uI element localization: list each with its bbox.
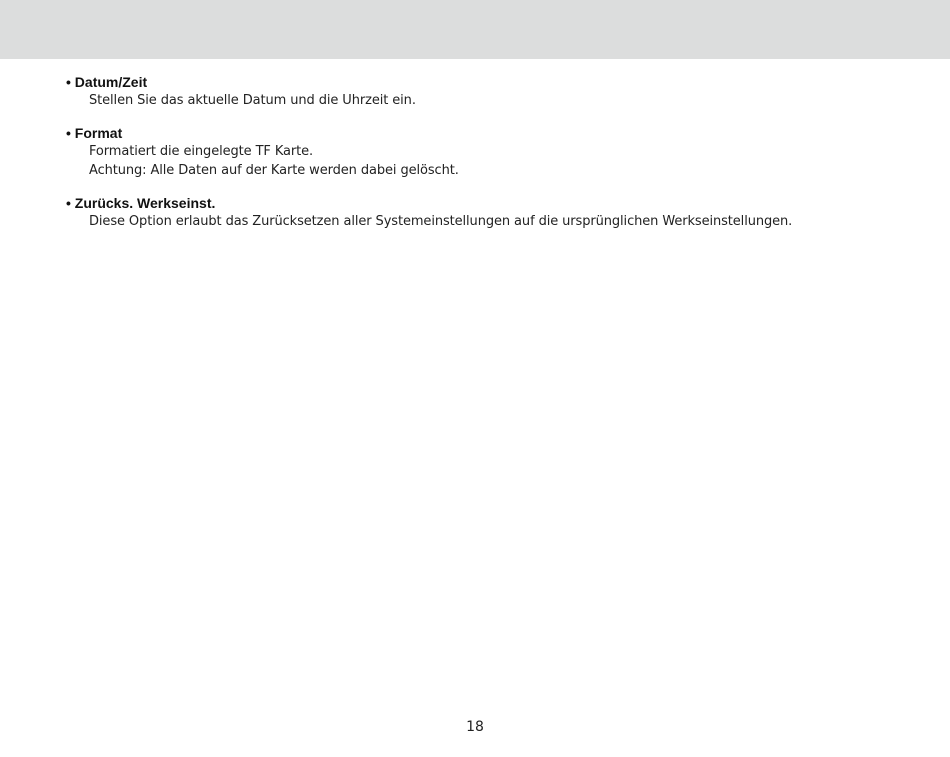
section-body: [66, 142, 926, 180]
page-number: 18: [466, 719, 484, 735]
section-heading: • Datum/Zeit: [66, 74, 148, 90]
header-band: [0, 0, 950, 59]
section-body: [66, 91, 926, 110]
section-text: Formatiert die eingelegte TF Karte.: [89, 144, 314, 159]
section-text: Diese Option erlaubt das Zurücksetzen aller Systemeinstellungen auf die ursprünglichen Werkseinstellungen.: [89, 214, 793, 229]
section-body: [66, 212, 926, 231]
section-heading: • Format: [66, 125, 123, 141]
manual-content: [66, 73, 926, 245]
section-format: [66, 124, 926, 180]
section-text: Stellen Sie das aktuelle Datum und die Uhrzeit ein.: [89, 93, 416, 108]
section-heading: • Zurücks. Werkseinst.: [66, 195, 216, 211]
section-warning-text: Achtung: Alle Daten auf der Karte werden dabei gelöscht.: [89, 163, 459, 178]
section-datum-zeit: [66, 73, 926, 110]
section-factory-reset: [66, 194, 926, 231]
